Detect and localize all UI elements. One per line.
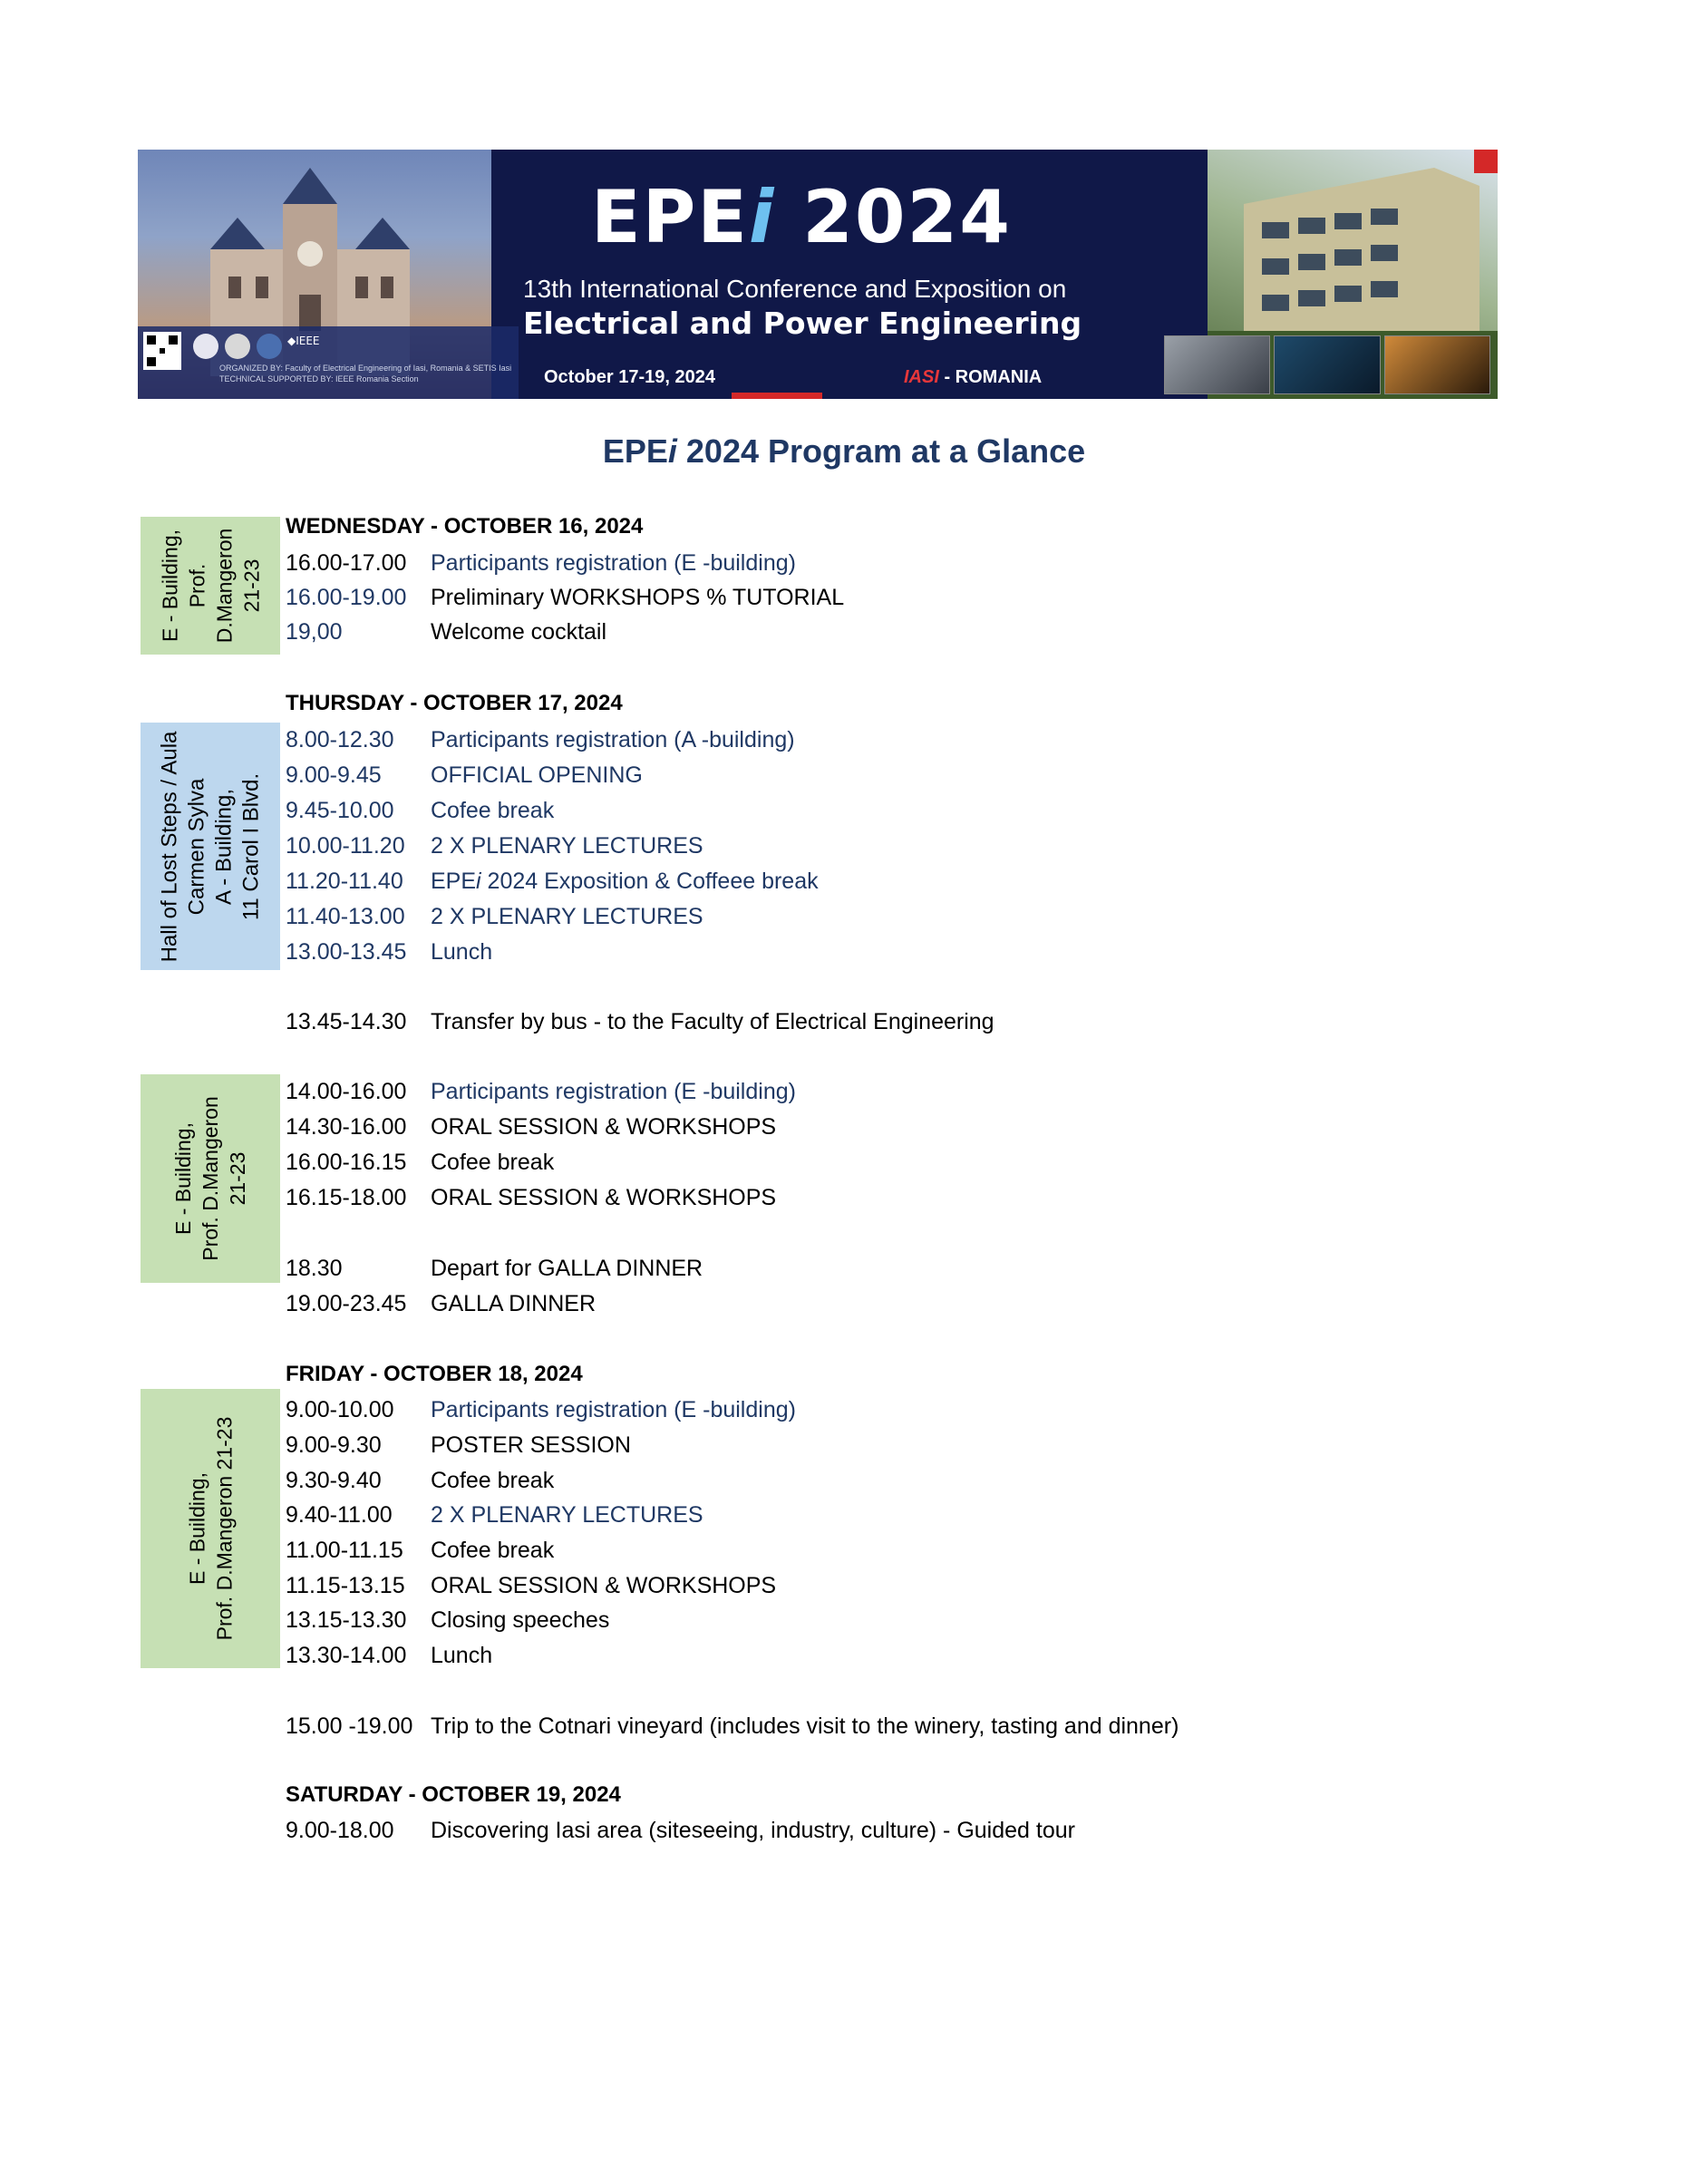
row-activity: Participants registration (A -building) (431, 727, 795, 752)
row-time: 8.00-12.30 (286, 727, 394, 752)
row-time: 14.00-16.00 (286, 1079, 407, 1104)
venue-line: Prof. (184, 563, 209, 608)
row-time: 18.30 (286, 1256, 343, 1281)
banner-title (591, 175, 1226, 259)
venue-line: 21-23 (226, 1151, 249, 1206)
row-activity: Trip to the Cotnari vineyard (includes visit to the winery, tasting and dinner) (431, 1713, 1179, 1739)
page-title (0, 432, 1688, 471)
row-activity: Cofee break (431, 1150, 555, 1175)
venue-line: 11 Carol I Blvd. (238, 772, 263, 920)
row-time: 11.40-13.00 (286, 904, 405, 929)
venue-label-wed (141, 517, 280, 655)
row-time: 16.15-18.00 (286, 1185, 407, 1210)
row-activity: Transfer by bus - to the Faculty of Electrical Engineering (431, 1009, 994, 1034)
row-activity: Participants registration (E -building) (431, 1397, 796, 1422)
page-title-prefix: EPE (602, 432, 668, 470)
row-time: 11.15-13.15 (286, 1573, 405, 1598)
venue-label-thu-afternoon (141, 1074, 280, 1283)
day-heading-friday: FRIDAY - OCTOBER 18, 2024 (286, 1362, 583, 1386)
row-activity: Discovering Iasi area (siteseeing, industry, culture) - Guided tour (431, 1818, 1075, 1843)
row-time: 13.45-14.30 (286, 1009, 407, 1034)
row-activity: Cofee break (431, 1468, 555, 1493)
row-activity: Depart for GALLA DINNER (431, 1256, 703, 1281)
row-activity: ORAL SESSION & WORKSHOPS (431, 1114, 777, 1140)
row-time: 9.00-9.45 (286, 762, 382, 788)
row-activity: OFFICIAL OPENING (431, 762, 643, 788)
row-activity: Preliminary WORKSHOPS % TUTORIAL (431, 585, 845, 610)
banner-subtitle-bold: Electrical and Power Engineering (523, 306, 1082, 341)
banner-title-i: i (748, 175, 776, 259)
row-time: 9.00-10.00 (286, 1397, 394, 1422)
venue-text (156, 731, 265, 962)
banner-red-corner (1474, 150, 1498, 173)
row-time: 11.20-11.40 (286, 869, 403, 894)
row-activity: Lunch (431, 939, 493, 965)
row-time: 14.30-16.00 (286, 1114, 407, 1140)
page-title-rest: 2024 Program at a Glance (676, 432, 1086, 470)
venue-line: 21-23 (238, 558, 263, 613)
day-heading-saturday: SATURDAY - OCTOBER 19, 2024 (286, 1782, 621, 1807)
row-time: 9.00-9.30 (286, 1432, 382, 1458)
row-time: 9.45-10.00 (286, 798, 394, 823)
banner-title-epe: EPE (591, 175, 749, 259)
venue-line: A - Building, (211, 788, 236, 905)
venue-label-thu-morning (141, 723, 280, 970)
venue-line: E - Building, (157, 529, 181, 643)
thumb-power-lines (1384, 335, 1490, 394)
activity-epe: EPE (431, 869, 477, 894)
row-time: 19,00 (286, 619, 343, 645)
row-time: 16.00-19.00 (286, 585, 407, 610)
thumb-machinery (1164, 335, 1270, 394)
row-time: 16.00-16.15 (286, 1150, 407, 1175)
row-activity: Participants registration (E -building) (431, 1079, 796, 1104)
banner-thumbnails (1164, 335, 1490, 394)
venue-line: Hall of Lost Steps / Aula (157, 731, 181, 962)
row-activity: 2 X PLENARY LECTURES (431, 833, 703, 859)
venue-text (170, 1096, 251, 1261)
thumb-circuit (1274, 335, 1380, 394)
row-time: 9.30-9.40 (286, 1468, 382, 1493)
banner-dates: October 17-19, 2024 (544, 367, 715, 387)
row-time: 13.00-13.45 (286, 939, 407, 965)
row-activity: POSTER SESSION (431, 1432, 631, 1458)
organizer-line: ORGANIZED BY: Faculty of Electrical Engineering of Iasi, Romania & SETIS Iasi (219, 364, 512, 373)
svg-text:◆IEEE: ◆IEEE (287, 335, 320, 347)
row-activity: Cofee break (431, 798, 555, 823)
row-activity (431, 864, 819, 898)
row-time: 19.00-23.45 (286, 1291, 407, 1316)
row-activity: 2 X PLENARY LECTURES (431, 1502, 703, 1528)
banner-red-accent (732, 393, 822, 399)
venue-line: E - Building, (171, 1122, 195, 1236)
row-time: 9.40-11.00 (286, 1502, 393, 1528)
row-activity: Lunch (431, 1643, 493, 1668)
row-time: 10.00-11.20 (286, 833, 405, 859)
row-activity: ORAL SESSION & WORKSHOPS (431, 1573, 777, 1598)
page-title-italic: i (667, 432, 677, 470)
conference-banner (138, 150, 1498, 399)
banner-subtitle: 13th International Conference and Exposition on (523, 275, 1067, 303)
row-activity: 2 X PLENARY LECTURES (431, 904, 703, 929)
venue-text (156, 529, 265, 644)
banner-title-year: 2024 (775, 175, 1012, 259)
venue-line: Carmen Sylva (184, 778, 209, 915)
row-activity: Welcome cocktail (431, 619, 607, 645)
banner-city: IASI (904, 367, 939, 387)
banner-location (904, 367, 1042, 388)
activity-i: i (476, 869, 481, 894)
row-activity: Cofee break (431, 1538, 555, 1563)
venue-label-fri (141, 1389, 280, 1668)
venue-text (183, 1417, 238, 1641)
venue-line: D.Mangeron (211, 528, 236, 644)
row-time: 16.00-17.00 (286, 550, 407, 576)
row-activity: ORAL SESSION & WORKSHOPS (431, 1185, 777, 1210)
activity-rest: 2024 Exposition & Coffeee break (480, 869, 819, 894)
banner-country: - ROMANIA (938, 367, 1043, 387)
organizer-text (219, 363, 519, 384)
row-time: 9.00-18.00 (286, 1818, 394, 1843)
row-time: 13.30-14.00 (286, 1643, 407, 1668)
row-activity: Participants registration (E -building) (431, 550, 796, 576)
row-activity: Closing speeches (431, 1607, 610, 1633)
row-time: 13.15-13.30 (286, 1607, 407, 1633)
day-heading-thursday: THURSDAY - OCTOBER 17, 2024 (286, 691, 623, 715)
row-time: 11.00-11.15 (286, 1538, 403, 1563)
row-time: 15.00 -19.00 (286, 1713, 413, 1739)
venue-line: Prof. D.Mangeron (199, 1096, 222, 1261)
row-activity: GALLA DINNER (431, 1291, 597, 1316)
venue-line: E - Building, (185, 1472, 209, 1586)
venue-line: Prof. D.Mangeron 21-23 (212, 1416, 236, 1641)
tech-support-line: TECHNICAL SUPPORTED BY: IEEE Romania Section (219, 374, 419, 383)
day-heading-wednesday: WEDNESDAY - OCTOBER 16, 2024 (286, 514, 644, 539)
